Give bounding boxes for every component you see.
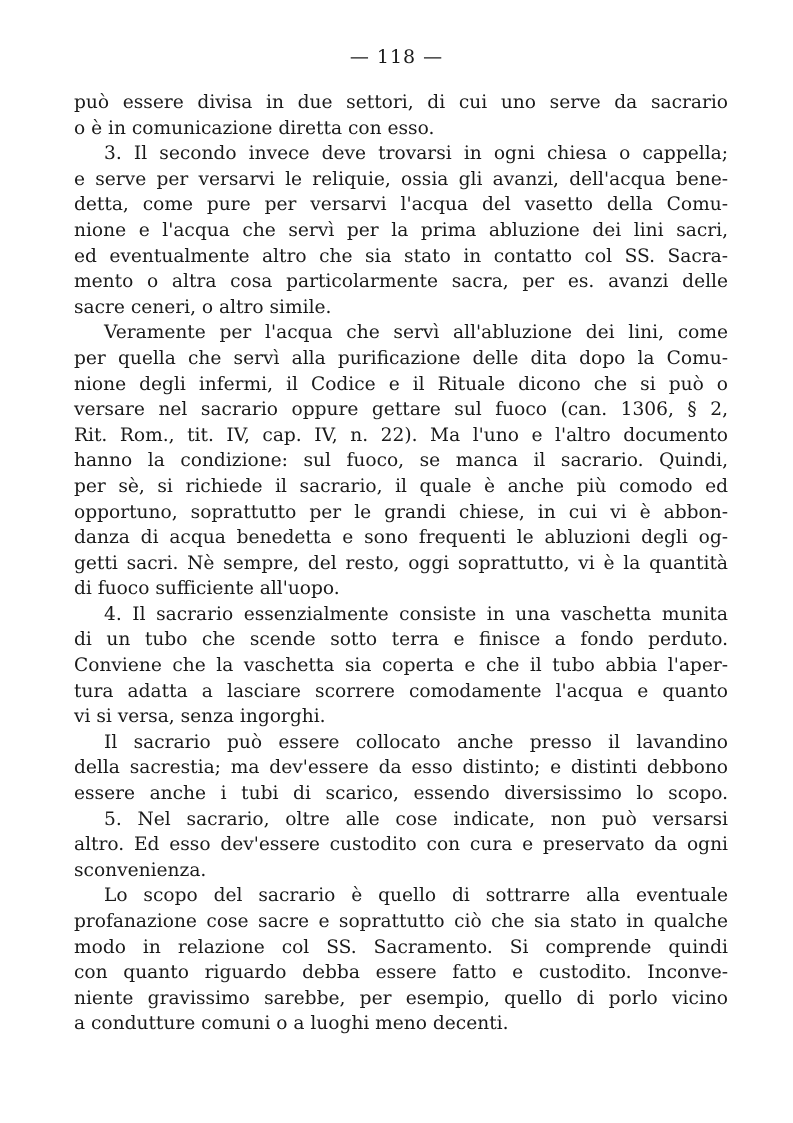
text-line: e serve per versarvi le reliquie, ossia gli avanzi, dell'acqua bene- [74, 168, 728, 190]
text-line: opportuno, soprattutto per le grandi chiese, in cui vi è abbon- [74, 501, 728, 523]
text-line: della sacrestia; ma dev'essere da esso distinto; e distinti debbono [74, 757, 728, 779]
text-line: con quanto riguardo debba essere fatto e custodito. Inconve- [74, 962, 728, 984]
text-line: versare nel sacrario oppure gettare sul fuoco (can. 1306, § 2, [74, 399, 728, 421]
text-line: di fuoco sufficiente all'uopo. [74, 578, 340, 600]
text-line: essere anche i tubi di scarico, essendo diversissimo lo scopo. [74, 783, 728, 805]
text-line: 5. Nel sacrario, oltre alle cose indicate, non può versarsi [104, 808, 728, 830]
text-line: nione degli infermi, il Codice e il Rituale dicono che si può o [74, 373, 728, 395]
text-line: o è in comunicazione diretta con esso. [74, 117, 435, 139]
page-number: — 118 — [349, 46, 444, 68]
body-text [74, 90, 728, 1037]
text-line: nione e l'acqua che servì per la prima abluzione dei lini sacri, [74, 219, 728, 241]
text-line: per quella che servì alla purificazione delle dita dopo la Comu- [74, 347, 728, 369]
text-line: vi si versa, senza ingorghi. [74, 706, 326, 728]
text-line: per sè, si richiede il sacrario, il quale è anche più comodo ed [74, 475, 728, 497]
text-line: danza di acqua benedetta e sono frequenti le abluzioni degli og- [74, 527, 728, 549]
text-line: hanno la condizione: sul fuoco, se manca il sacrario. Quindi, [74, 450, 728, 472]
text-line: 3. Il secondo invece deve trovarsi in ogni chiesa o cappella; [104, 143, 728, 165]
text-line: Lo scopo del sacrario è quello di sottrarre alla eventuale [104, 885, 728, 907]
text-line: getti sacri. Nè sempre, del resto, oggi soprattutto, vi è la quantità [74, 552, 728, 574]
text-line: modo in relazione col SS. Sacramento. Si comprende quindi [74, 936, 728, 958]
text-line: Conviene che la vaschetta sia coperta e che il tubo abbia l'aper- [74, 655, 728, 677]
text-line: Veramente per l'acqua che servì all'abluzione dei lini, come [104, 322, 728, 344]
text-line: detta, come pure per versarvi l'acqua del vasetto della Comu- [74, 194, 728, 216]
text-line: 4. Il sacrario essenzialmente consiste in una vaschetta munita [104, 603, 728, 625]
text-line: Rit. Rom., tit. IV, cap. IV, n. 22). Ma l'uno e l'altro documento [74, 424, 728, 446]
text-line: mento o altra cosa particolarmente sacra, per es. avanzi delle [74, 271, 728, 293]
text-line: niente gravissimo sarebbe, per esempio, quello di porlo vicino [74, 987, 728, 1009]
text-line: Il sacrario può essere collocato anche presso il lavandino [104, 731, 728, 753]
text-line: di un tubo che scende sotto terra e finisce a fondo perduto. [74, 629, 728, 651]
text-line: sacre ceneri, o altro simile. [74, 296, 332, 318]
text-line: sconvenienza. [74, 859, 207, 881]
text-line: può essere divisa in due settori, di cui uno serve da sacrario [74, 92, 728, 113]
text-line: a condutture comuni o a luoghi meno decenti. [74, 1013, 509, 1035]
text-line: profanazione cose sacre e soprattutto ciò che sia stato in qualche [74, 911, 728, 932]
text-line: tura adatta a lasciare scorrere comodamente l'acqua e quanto [74, 680, 728, 702]
text-line: ed eventualmente altro che sia stato in contatto col SS. Sacra- [74, 245, 728, 267]
text-line: altro. Ed esso dev'essere custodito con cura e preservato da ogni [74, 834, 728, 856]
